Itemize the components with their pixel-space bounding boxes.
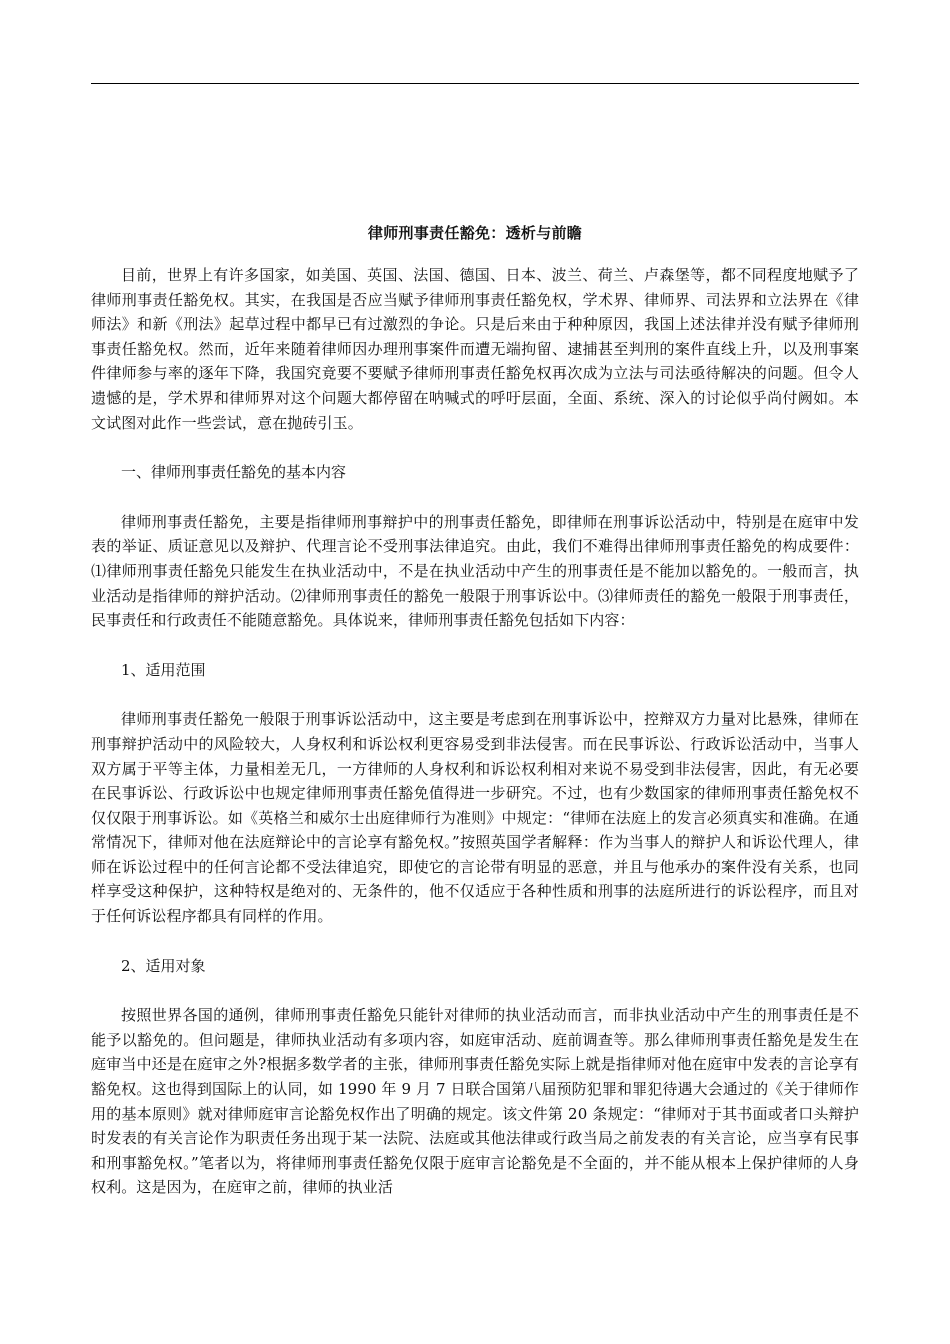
- intro-paragraph: 目前，世界上有许多国家，如美国、英国、法国、德国、日本、波兰、荷兰、卢森堡等，都不同程度地赋予了律师刑事责任豁免权。其实，在我国是否应当赋予律师刑事责任豁免权，学术界、律师界、司法界和立法界在《律师法》和新《刑法》起草过程中都早已有过激烈的争论。只是后来由于种种原因，我国上述法律并没有赋予律师刑事责任豁免权。然而，近年来随着律师因办理刑事案件而遭无端拘留、逮捕甚至判刑的案件直线上升，以及刑事案件律师参与率的逐年下降，我国究竟要不要赋予律师刑事责任豁免权再次成为立法与司法亟待解决的问题。但令人遗憾的是，学术界和律师界对这个问题大都停留在呐喊式的呼吁层面，全面、系统、深入的讨论似乎尚付阙如。本文试图对此作一些尝试，意在抛砖引玉。: [91, 266, 859, 432]
- section-1-heading: 一、律师刑事责任豁免的基本内容: [121, 463, 347, 482]
- document-title: 律师刑事责任豁免：透析与前瞻: [367, 224, 583, 242]
- document-body: [91, 218, 859, 1225]
- header-rule: [91, 83, 859, 84]
- subsection-1-heading: 1、适用范围: [121, 660, 206, 679]
- subsection-2-paragraph: 按照世界各国的通例，律师刑事责任豁免只能针对律师的执业活动而言，而非执业活动中产生的刑事责任是不能予以豁免的。但问题是，律师执业活动有多项内容，如庭审活动、庭前调查等。那么律师刑事责任豁免是发生在庭审当中还是在庭审之外?根据多数学者的主张，律师刑事责任豁免实际上就是指律师对他在庭审中发表的言论享有豁免权。这也得到国际上的认同，如 1990 年 9 月 7 日联合国第八届预防犯罪和罪犯待遇大会通过的《关于律师作用的基本原则》就对律师庭审言论豁免权作出了明确的规定。该文件第 20 条规定：“律师对于其书面或者口头辩护时发表的有关言论作为职责任务出现于某一法院、法庭或其他法律或行政当局之前发表的有关言论，应当享有民事和刑事豁免权。”笔者以为，将律师刑事责任豁免仅限于庭审言论豁免是不全面的，并不能从根本上保护律师的人身权利。这是因为，在庭审之前，律师的执业活: [91, 1006, 859, 1197]
- subsection-2-heading: 2、适用对象: [121, 956, 206, 975]
- section-1-paragraph: 律师刑事责任豁免，主要是指律师刑事辩护中的刑事责任豁免，即律师在刑事诉讼活动中，特别是在庭审中发表的举证、质证意见以及辩护、代理言论不受刑事法律追究。由此，我们不难得出律师刑事责任豁免的构成要件：⑴律师刑事责任豁免只能发生在执业活动中，不是在执业活动中产生的刑事责任是不能加以豁免的。一般而言，执业活动是指律师的辩护活动。⑵律师刑事责任的豁免一般限于刑事诉讼中。⑶律师责任的豁免一般限于刑事责任，民事责任和行政责任不能随意豁免。具体说来，律师刑事责任豁免包括如下内容：: [91, 512, 859, 630]
- subsection-1-paragraph: 律师刑事责任豁免一般限于刑事诉讼活动中，这主要是考虑到在刑事诉讼中，控辩双方力量对比悬殊，律师在刑事辩护活动中的风险较大，人身权利和诉讼权利更容易受到非法侵害。而在民事诉讼、行政诉讼活动中，当事人双方属于平等主体，力量相差无几，一方律师的人身权利和诉讼权利相对来说不易受到非法侵害，因此，有无必要在民事诉讼、行政诉讼中也规定律师刑事责任豁免值得进一步研究。不过，也有少数国家的律师刑事责任豁免权不仅仅限于刑事诉讼。如《英格兰和威尔士出庭律师行为准则》中规定：“律师在法庭上的发言必须真实和准确。在通常情况下，律师对他在法庭辩论中的言论享有豁免权。”按照英国学者解释：作为当事人的辩护人和诉讼代理人，律师在诉讼过程中的任何言论都不受法律追究，即使它的言论带有明显的恶意，并且与他承办的案件没有关系，也同样享受这种保护，这种特权是绝对的、无条件的，他不仅适应于各种性质和刑事的法庭所进行的诉讼程序，而且对于任何诉讼程序都具有同样的作用。: [91, 710, 859, 926]
